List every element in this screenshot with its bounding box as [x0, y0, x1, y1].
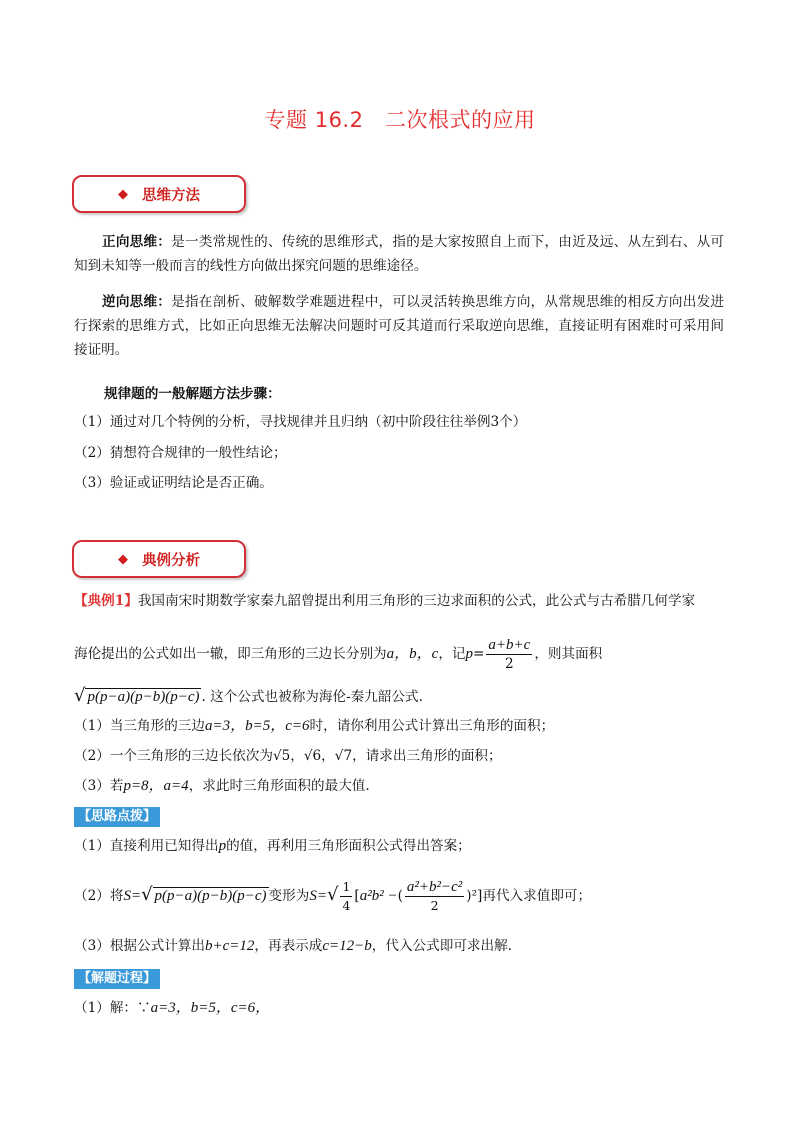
- hint-2: （2）将S=√ p(p−a)(p−b)(p−c) 变形为S=√ $\frac{1}{4}$ [a²b² −( $\frac{\text{a²+b²−c²}}{2}$ )²]再代入求值即可；: [74, 879, 592, 913]
- example-line: 海伦提出的公式如出一辙，即三角形的三边长分别为a，b，c，记p= $\frac{a+b+c}{2}$ ，则其面积: [74, 637, 603, 672]
- fraction: [340, 878, 352, 915]
- math-var: p: [465, 646, 474, 662]
- section-header-examples: [72, 540, 246, 578]
- question-text: （2）一个三角形的三边长依次为: [74, 748, 273, 764]
- math-expression: c=12−b: [322, 938, 372, 954]
- root-sign-icon: √: [141, 884, 153, 905]
- term-label: 正向思维：: [102, 234, 172, 250]
- question-2: [74, 746, 502, 766]
- math-values: √5，√6，√7: [272, 748, 353, 764]
- example-text: 我国南宋时期数学家秦九韶曾提出利用三角形的三边求面积的公式，此公式与古希腊几何学家: [137, 593, 696, 609]
- solution-tag-line: [74, 968, 160, 989]
- hint-tag: 【思路点拨】: [74, 807, 160, 827]
- root-sign-icon: √: [326, 884, 339, 905]
- solution-1: [74, 998, 270, 1018]
- hint-1: [74, 836, 471, 856]
- page-title: 专题 16.2 二次根式的应用: [264, 108, 536, 132]
- example-text: . 这个公式也被称为海伦-秦九韶公式.: [201, 689, 423, 705]
- math-values: a=3，b=5，c=6: [205, 718, 310, 734]
- fraction-numerator: a²+b²−c²: [406, 879, 463, 895]
- example-tag: 【典例1】: [74, 593, 138, 609]
- math-values: a=3，b=5，c=6，: [150, 1000, 271, 1016]
- question-text: （3）若: [74, 778, 124, 794]
- example-line: [74, 591, 695, 611]
- fraction-denominator: 2: [430, 898, 439, 913]
- diamond-icon: ◆: [118, 186, 128, 202]
- fraction-denominator: 4: [342, 898, 351, 913]
- question-3: [74, 776, 370, 796]
- hint-text: （2）将: [74, 888, 124, 904]
- example-line: [74, 686, 423, 707]
- example-text: ，记: [438, 646, 466, 662]
- root-sign-icon: √: [74, 685, 86, 706]
- hint-text: 的值，再利用三角形面积公式得出答案；: [226, 838, 471, 854]
- solution-text: （1）解：∵: [74, 1000, 151, 1016]
- math-var: S=: [123, 888, 142, 904]
- paragraph-reverse: [74, 290, 724, 362]
- hint-3: [74, 936, 512, 956]
- hint-text: （1）直接利用已知得出: [74, 838, 219, 854]
- math-vars: a，b，c: [386, 646, 439, 662]
- math-var: S=: [309, 888, 327, 904]
- question-text: ，求此时三角形面积的最大值.: [188, 778, 370, 794]
- section-header-thinking: [72, 175, 246, 213]
- formula: p(p−a)(p−b)(p−c): [154, 888, 267, 904]
- fraction: [486, 636, 532, 673]
- solution-tag: 【解题过程】: [74, 969, 160, 989]
- steps-title: 规律题的一般解题方法步骤：: [104, 386, 281, 402]
- math-expression: b+c=12: [205, 938, 255, 954]
- diamond-icon: ◆: [118, 551, 128, 567]
- formula: p(p−a)(p−b)(p−c): [87, 689, 200, 705]
- question-1: [74, 716, 554, 736]
- step-item: （3）验证或证明结论是否正确。: [74, 475, 273, 491]
- section-title: 典例分析: [142, 552, 200, 569]
- paragraph-forward: [74, 230, 724, 278]
- hint-text: 变形为: [268, 888, 310, 904]
- fraction-numerator: 1: [340, 878, 352, 897]
- hint-tag-line: [74, 806, 160, 827]
- question-text: （1）当三角形的三边: [74, 718, 205, 734]
- fraction: [405, 878, 464, 915]
- fraction-numerator: a+b+c: [488, 637, 531, 653]
- step-item: （2）猜想符合规律的一般性结论；: [74, 445, 287, 461]
- hint-text: ，代入公式即可求出解.: [371, 938, 513, 954]
- fraction-denominator: 2: [505, 656, 514, 672]
- math-var: p: [218, 838, 227, 854]
- hint-text: （3）根据公式计算出: [74, 938, 205, 954]
- example-text: 海伦提出的公式如出一辙，即三角形的三边长分别为: [74, 646, 387, 662]
- term-label: 逆向思维：: [102, 294, 172, 310]
- hint-text: 再代入求值即可；: [482, 888, 592, 904]
- question-text: ，请求出三角形的面积；: [352, 748, 502, 764]
- math-expression: a²b² −: [359, 888, 398, 904]
- step-item: （1）通过对几个特例的分析，寻找规律并且归纳（初中阶段往往举例3个）: [74, 414, 527, 430]
- example-text: ，则其面积: [534, 646, 603, 662]
- section-title: 思维方法: [142, 187, 200, 204]
- paragraph-text: 是指在剖析、破解数学难题进程中，可以灵活转换思维方向，从常规思维的相反方向出发进行探索的思维方式，比如正向思维无法解决问题时可反其道而行采取逆向思维，直接证明有困难时可采用间接证明。: [74, 294, 725, 358]
- paragraph-text: 是一类常规性的、传统的思维形式，指的是大家按照自上而下，由近及远、从左到右、从可知到未知等一般而言的线性方向做出探究问题的思维途径。: [74, 234, 725, 274]
- question-text: 时，请你利用公式计算出三角形的面积；: [309, 718, 555, 734]
- hint-text: ，再表示成: [254, 938, 323, 954]
- math-values: p=8，a=4: [123, 778, 189, 794]
